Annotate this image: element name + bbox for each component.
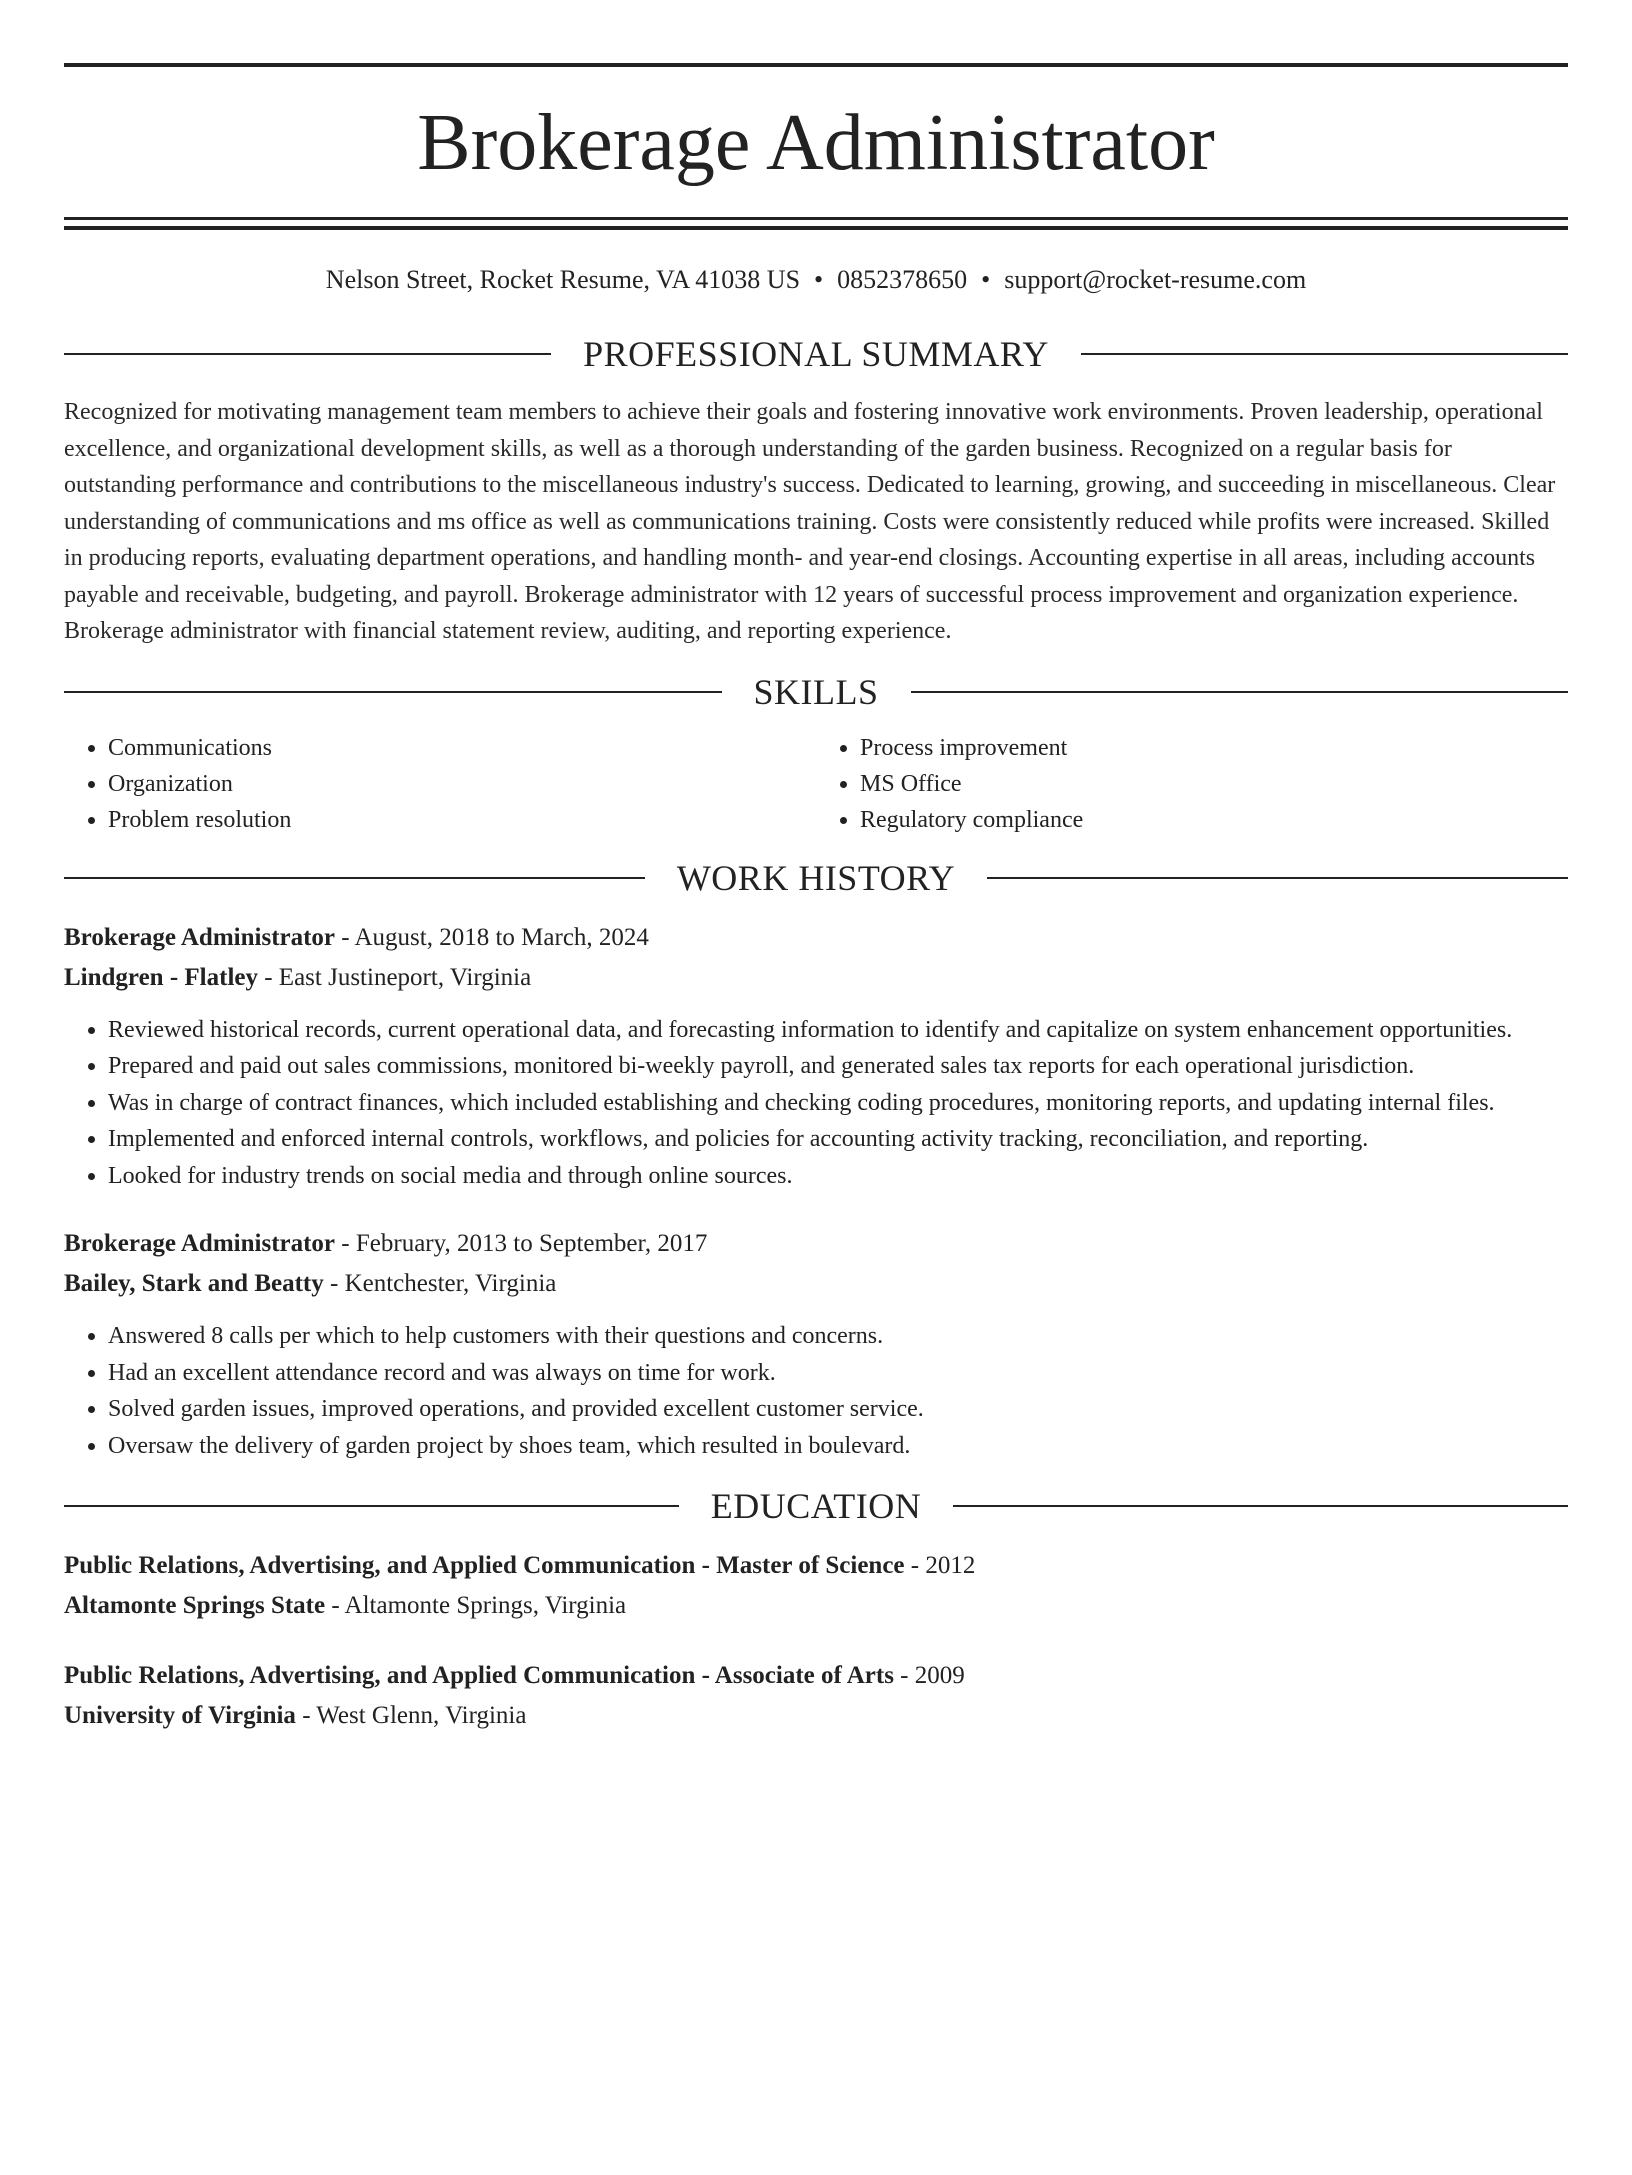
education-entry <box>64 1656 1568 1736</box>
job-location: - East Justineport, Virginia <box>257 963 532 991</box>
job-company-line <box>64 1264 1568 1304</box>
skill-item: • Process improvement <box>860 730 1568 766</box>
job-title-line <box>64 918 1568 958</box>
section-title: PROFESSIONAL SUMMARY <box>583 334 1049 374</box>
job-bullets <box>64 1012 1568 1195</box>
job-bullet: • Implemented and enforced internal controls, workflows, and policies for accounting activity tracking, reconciliation, and reporting. <box>108 1121 1568 1158</box>
contact-address: Nelson Street, Rocket Resume, VA 41038 US <box>325 265 801 294</box>
job-dates: - August, 2018 to March, 2024 <box>335 923 649 951</box>
skills-column-right <box>816 730 1568 838</box>
contact-email: support@rocket-resume.com <box>1004 265 1307 294</box>
education-degree-line <box>64 1546 1568 1586</box>
education-degree: Public Relations, Advertising, and Applied Communication - Master of Science <box>64 1552 905 1579</box>
skill-item: • Problem resolution <box>108 802 816 838</box>
education-degree: Public Relations, Advertising, and Applied Communication - Associate of Arts <box>64 1662 894 1689</box>
section-heading-work <box>64 858 1568 898</box>
education-location: - Altamonte Springs, Virginia <box>325 1592 627 1619</box>
job-bullet: • Looked for industry trends on social media and through online sources. <box>108 1158 1568 1195</box>
job-bullet: • Reviewed historical records, current operational data, and forecasting information to identify and capitalize on system enhancement opportunities. <box>108 1012 1568 1049</box>
resume-name: Brokerage Administrator <box>417 99 1215 187</box>
job-bullet: • Prepared and paid out sales commissions, monitored bi-weekly payroll, and generated sales tax reports for each operational jurisdiction. <box>108 1048 1568 1085</box>
contact-line <box>64 264 1568 296</box>
section-title: SKILLS <box>753 671 879 712</box>
education-year: - 2012 <box>904 1552 976 1579</box>
double-rule <box>64 217 1568 230</box>
education-location: - West Glenn, Virginia <box>295 1702 527 1729</box>
job-title-line <box>64 1224 1568 1264</box>
summary-text: Recognized for motivating management team members to achieve their goals and fostering innovative work environments. Proven leadership, operational excellence, and organizational development skills, as well as a thorough understanding of the garden business. Recognized on a regular basis for outstanding performance and contributions to the miscellaneous industry's success. Dedicated to learning, growing, and succeeding in miscellaneous. Clear understanding of communications and ms office as well as communications training. Costs were consistently reduced while profits were increased. Skilled in producing reports, evaluating department operations, and handling month- and year-end closings. Accounting expertise in all areas, including accounts payable and receivable, budgeting, and payroll. Brokerage administrator with 12 years of successful process improvement and organization experience. Brokerage administrator with financial statement review, auditing, and reporting experience. <box>64 399 1556 644</box>
job-location: - Kentchester, Virginia <box>323 1270 557 1297</box>
job-bullets <box>64 1318 1568 1464</box>
education-school-line <box>64 1586 1568 1626</box>
skills-column-left <box>64 730 816 838</box>
contact-separator: • <box>814 265 824 294</box>
job-company-line <box>64 958 1568 998</box>
top-rule <box>64 63 1568 67</box>
contact-separator: • <box>981 265 991 294</box>
education-degree-line <box>64 1656 1568 1696</box>
job-title: Brokerage Administrator <box>64 1230 336 1257</box>
job-bullet: • Oversaw the delivery of garden project by shoes team, which resulted in boulevard. <box>108 1428 1568 1465</box>
job-title: Brokerage Administrator <box>64 923 336 951</box>
job-entry <box>64 918 1568 1195</box>
section-title: EDUCATION <box>710 1486 922 1526</box>
resume-page <box>0 63 1632 1736</box>
job-bullet: • Solved garden issues, improved operations, and provided excellent customer service. <box>108 1391 1568 1428</box>
job-dates: - February, 2013 to September, 2017 <box>335 1230 708 1257</box>
skill-item: • MS Office <box>860 766 1568 802</box>
education-school: University of Virginia <box>64 1702 296 1729</box>
skill-item: • Regulatory compliance <box>860 802 1568 838</box>
job-entry <box>64 1224 1568 1464</box>
education-school-line <box>64 1696 1568 1736</box>
section-heading-summary <box>64 334 1568 374</box>
skill-item: • Communications <box>108 730 816 766</box>
job-company: Lindgren - Flatley <box>64 963 258 991</box>
contact-phone: 0852378650 <box>837 265 968 294</box>
section-heading-education <box>64 1486 1568 1526</box>
section-heading-skills <box>64 672 1568 712</box>
education-entry <box>64 1546 1568 1626</box>
section-title: WORK HISTORY <box>676 857 956 898</box>
job-bullet: • Was in charge of contract finances, which included establishing and checking coding procedures, monitoring reports, and updating internal files. <box>108 1085 1568 1122</box>
job-bullet: • Answered 8 calls per which to help customers with their questions and concerns. <box>108 1318 1568 1355</box>
education-year: - 2009 <box>893 1662 965 1689</box>
skill-item: • Organization <box>108 766 816 802</box>
job-company: Bailey, Stark and Beatty <box>64 1270 324 1297</box>
skills-list <box>64 730 1568 838</box>
job-bullet: • Had an excellent attendance record and was always on time for work. <box>108 1355 1568 1392</box>
education-school: Altamonte Springs State <box>64 1592 326 1619</box>
